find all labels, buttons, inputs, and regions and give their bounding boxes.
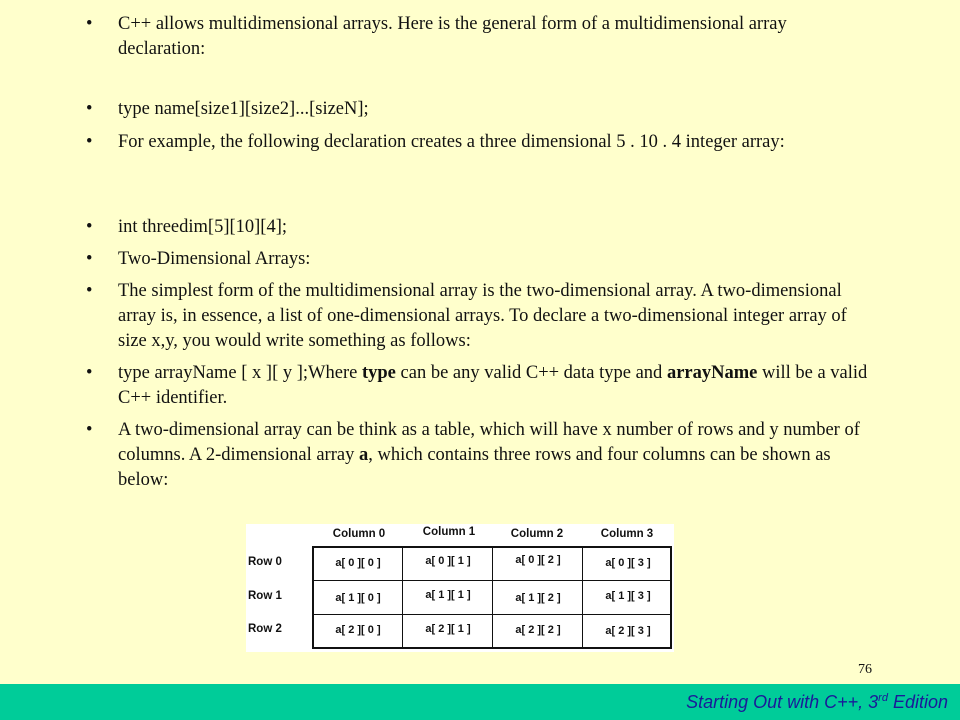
footer-title-main: Starting Out with C++, 3 [686, 692, 879, 712]
grid-divider [582, 548, 583, 647]
array-cell: a[ 1 ][ 3 ] [605, 590, 651, 602]
bullet-item [86, 12, 876, 62]
array-cell: a[ 0 ][ 2 ] [515, 554, 561, 566]
column-header: Column 3 [600, 528, 654, 540]
array-cell: a[ 1 ][ 1 ] [425, 589, 471, 601]
array-grid [312, 546, 672, 649]
row-header: Row 0 [248, 556, 282, 568]
bullet-marker: • [86, 249, 93, 269]
column-header: Column 0 [332, 528, 386, 540]
text-run: will be a valid C++ identifier. [118, 363, 868, 408]
grid-divider [402, 548, 403, 647]
array-cell: a[ 0 ][ 0 ] [335, 557, 381, 569]
array-cell: a[ 2 ][ 3 ] [605, 625, 651, 637]
footer-title-end: Edition [887, 692, 948, 712]
row-header: Row 1 [248, 590, 282, 602]
footer-title [686, 692, 948, 713]
array-cell: a[ 0 ][ 3 ] [605, 557, 651, 569]
bullet-text: type name[size1][size2]...[sizeN]; [118, 99, 369, 119]
bullet-item [86, 97, 876, 122]
array-cell: a[ 1 ][ 2 ] [515, 592, 561, 604]
bullet-text: The simplest form of the multidimensional array is the two-dimensional array. A two-dimensional array is, in essence, a list of one-dimensional arrays. To declare a two-dimensional integer array of size x,y, you would write something as follows: [118, 281, 847, 351]
bullet-marker: • [86, 363, 93, 383]
bullet-item [86, 130, 876, 155]
bullet-item [86, 418, 876, 493]
two-dim-array-figure [246, 524, 674, 652]
text-run: can be any valid C++ data type and [395, 363, 667, 383]
bullet-marker: • [86, 99, 93, 119]
bullet-marker: • [86, 14, 93, 34]
grid-divider [314, 614, 670, 615]
keyword-arrayname: arrayName [666, 363, 758, 383]
bullet-item [86, 247, 876, 272]
bullet-text: Two-Dimensional Arrays: [118, 249, 311, 269]
text-run: , which contains three rows and four columns can be shown as below: [118, 445, 831, 490]
bullet-text [118, 418, 876, 493]
bullet-text [118, 361, 876, 411]
column-header: Column 1 [422, 526, 476, 538]
array-cell: a[ 1 ][ 0 ] [335, 592, 381, 604]
keyword-type: type [361, 363, 396, 383]
grid-divider [314, 580, 670, 581]
array-cell: a[ 0 ][ 1 ] [425, 555, 471, 567]
page-number: 76 [858, 662, 872, 677]
text-run: A two-dimensional array can be think as a table, which will have x number of rows and y number of columns. A 2-dimensional array [118, 420, 860, 465]
bullet-marker: • [86, 217, 93, 237]
bullet-item [86, 279, 876, 354]
bullet-marker: • [86, 420, 93, 440]
footer-title-sup: rd [878, 692, 888, 704]
array-cell: a[ 2 ][ 0 ] [335, 624, 381, 636]
array-cell: a[ 2 ][ 2 ] [515, 624, 561, 636]
column-header: Column 2 [510, 528, 564, 540]
bullet-marker: • [86, 132, 93, 152]
bullet-item [86, 215, 876, 240]
bullet-marker: • [86, 281, 93, 301]
array-cell: a[ 2 ][ 1 ] [425, 623, 471, 635]
row-header: Row 2 [248, 623, 282, 635]
bullet-text: C++ allows multidimensional arrays. Here is the general form of a multidimensional array declaration: [118, 14, 787, 59]
array-name-a: a [358, 445, 369, 465]
bullet-item [86, 361, 876, 411]
bullet-text: For example, the following declaration creates a three dimensional 5 . 10 . 4 integer array: [118, 132, 785, 152]
text-run: type arrayName [ x ][ y ];Where [118, 363, 362, 383]
bullet-text: int threedim[5][10][4]; [118, 217, 288, 237]
grid-divider [492, 548, 493, 647]
footer-bar [0, 684, 960, 720]
